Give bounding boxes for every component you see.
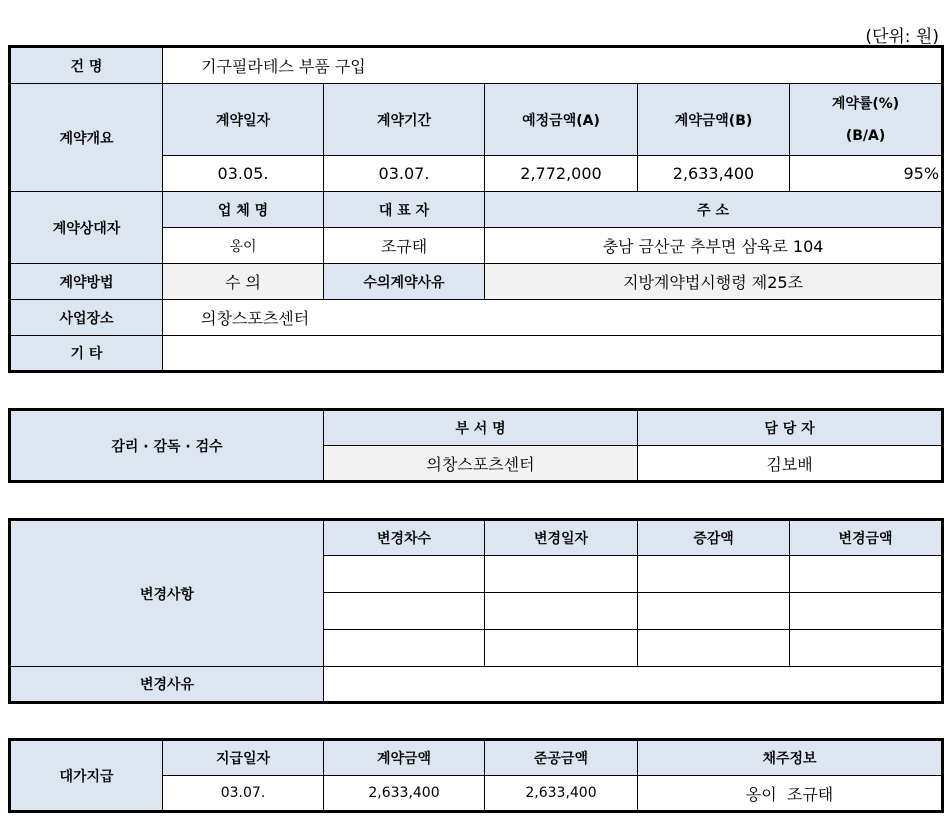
company-header: 업 체 명 [163,192,324,228]
method-label: 계약방법 [10,264,163,300]
table-cell [485,556,638,593]
change-date-header: 변경일자 [485,520,638,556]
change-reason-label: 변경사유 [10,667,324,703]
contract-period-value: 03.07. [324,156,485,192]
payment-label: 대가지급 [10,740,163,812]
company-value: 옹이 [163,228,324,264]
change-reason-value [324,667,943,703]
contract-table [8,45,944,373]
change-amount-header: 변경금액 [790,520,943,556]
contract-rate-value: 95% [790,156,943,192]
address-header: 주 소 [485,192,943,228]
completion-amount-value: 2,633,400 [485,776,638,812]
change-delta-header: 증감액 [638,520,790,556]
payment-table [8,738,944,813]
contract-period-header: 계약기간 [324,84,485,156]
method-value: 수 의 [163,264,324,300]
unit-note: (단위: 원) [865,27,939,47]
department-value: 의창스포츠센터 [324,446,638,482]
contract-rate-header [790,84,943,156]
address-value: 충남 금산군 추부면 삼육로 104 [485,228,943,264]
table-cell [324,556,485,593]
contract-amount-value: 2,633,400 [638,156,790,192]
estimate-amount-value: 2,772,000 [485,156,638,192]
site-value: 의창스포츠센터 [163,300,943,336]
contract-rate-header-line2: (B/A) [845,127,886,144]
department-header: 부 서 명 [324,410,638,446]
representative-header: 대 표 자 [324,192,485,228]
table-cell [638,593,790,630]
change-number-header: 변경차수 [324,520,485,556]
payment-contract-amount-value: 2,633,400 [324,776,485,812]
site-label: 사업장소 [10,300,163,336]
payment-date-header: 지급일자 [163,740,324,776]
table-cell [324,630,485,667]
table-cell [638,630,790,667]
table-cell [790,556,943,593]
manager-header: 담 당 자 [638,410,943,446]
contract-name-value: 기구필라테스 부품 구입 [163,47,943,84]
contract-date-value: 03.05. [163,156,324,192]
changes-label: 변경사항 [10,520,324,667]
contract-name-label: 건 명 [10,47,163,84]
table-cell [485,593,638,630]
table-cell [790,593,943,630]
reason-label: 수의계약사유 [324,264,485,300]
table-cell [638,556,790,593]
overview-label: 계약개요 [10,84,163,192]
payment-date-value: 03.07. [163,776,324,812]
supervision-table [8,408,944,483]
supervision-label: 감리 · 감독 · 검수 [10,410,324,482]
creditor-header: 채주정보 [638,740,943,776]
contract-amount-header: 계약금액(B) [638,84,790,156]
representative-value: 조규태 [324,228,485,264]
etc-label: 기 타 [10,336,163,372]
creditor-value: 옹이 조규태 [638,776,943,812]
completion-amount-header: 준공금액 [485,740,638,776]
table-cell [485,630,638,667]
etc-value [163,336,943,372]
contract-rate-header-line1: 계약률(%) [831,95,900,112]
manager-value: 김보배 [638,446,943,482]
contract-date-header: 계약일자 [163,84,324,156]
table-cell [324,593,485,630]
party-label: 계약상대자 [10,192,163,264]
table-cell [790,630,943,667]
payment-contract-amount-header: 계약금액 [324,740,485,776]
estimate-amount-header: 예정금액(A) [485,84,638,156]
reason-value: 지방계약법시행령 제25조 [485,264,943,300]
changes-table [8,518,944,704]
